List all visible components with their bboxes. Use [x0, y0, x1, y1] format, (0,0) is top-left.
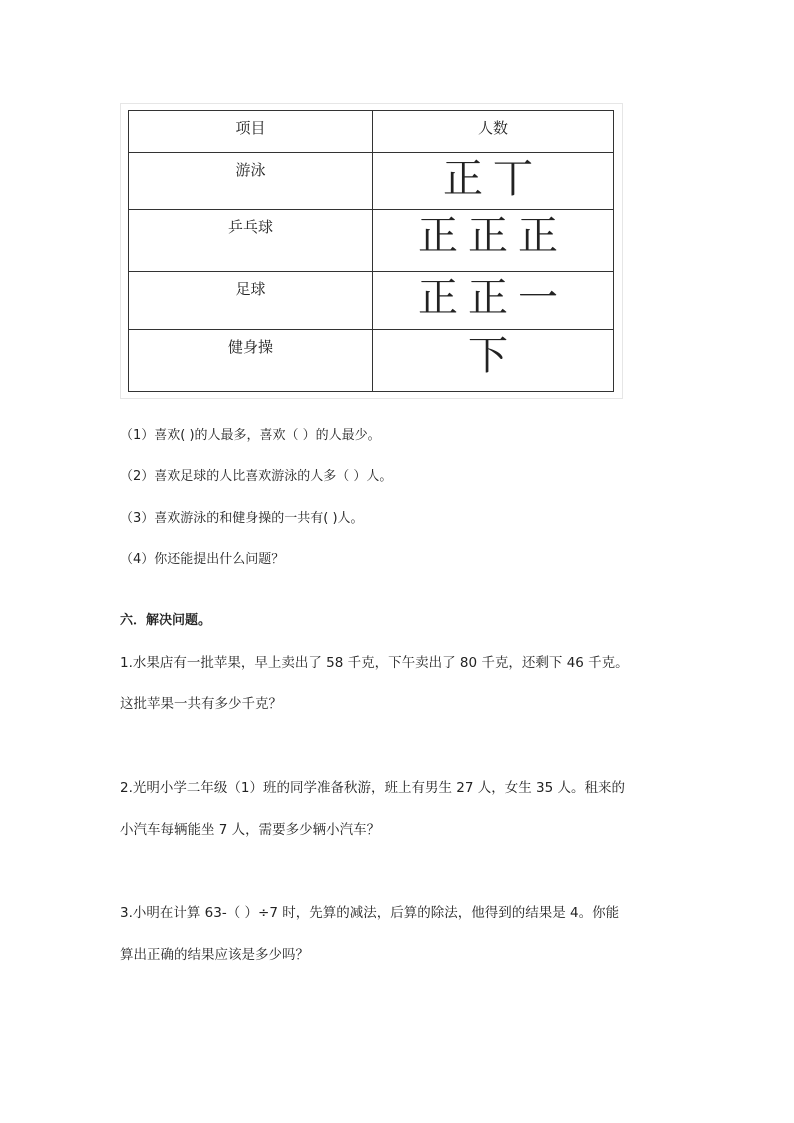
row-item: 健身操	[129, 330, 373, 392]
row-item: 乒乓球	[129, 210, 373, 272]
section-title: 六．解决问题。	[120, 613, 212, 628]
question-2: （2）喜欢足球的人比喜欢游泳的人多（ ）人。	[120, 469, 393, 484]
table-header-row	[129, 111, 614, 153]
problem-2-line-1: 2.光明小学二年级（1）班的同学准备秋游，班上有男生 27 人，女生 35 人。租来的	[120, 780, 625, 796]
problem-3-line-2: 算出正确的结果应该是多少吗？	[120, 947, 309, 963]
question-3: （3）喜欢游泳的和健身操的一共有( )人。	[120, 511, 364, 526]
table-row	[129, 272, 614, 330]
row-item: 足球	[129, 272, 373, 330]
row-tally: 正正一	[373, 272, 614, 330]
problem-3-line-1: 3.小明在计算 63-（ ）÷7 时，先算的减法，后算的除法，他得到的结果是 4。你能	[120, 905, 620, 921]
table-row	[129, 330, 614, 392]
question-1: （1）喜欢( )的人最多，喜欢（ ）的人最少。	[120, 428, 381, 443]
tally-table	[128, 110, 614, 392]
row-item: 游泳	[129, 153, 373, 210]
question-4: （4）你还能提出什么问题？	[120, 552, 285, 567]
problem-1-line-2: 这批苹果一共有多少千克？	[120, 696, 282, 712]
table-row	[129, 210, 614, 272]
problem-2-line-2: 小汽车每辆能坐 7 人，需要多少辆小汽车？	[120, 822, 381, 838]
row-tally: 正丅	[373, 153, 614, 210]
header-item: 项目	[129, 111, 373, 153]
row-tally: 下	[373, 330, 614, 392]
header-count: 人数	[373, 111, 614, 153]
table-row	[129, 153, 614, 210]
row-tally: 正正正	[373, 210, 614, 272]
problem-1-line-1: 1.水果店有一批苹果，早上卖出了 58 千克，下午卖出了 80 千克，还剩下 46 千克。	[120, 655, 629, 671]
